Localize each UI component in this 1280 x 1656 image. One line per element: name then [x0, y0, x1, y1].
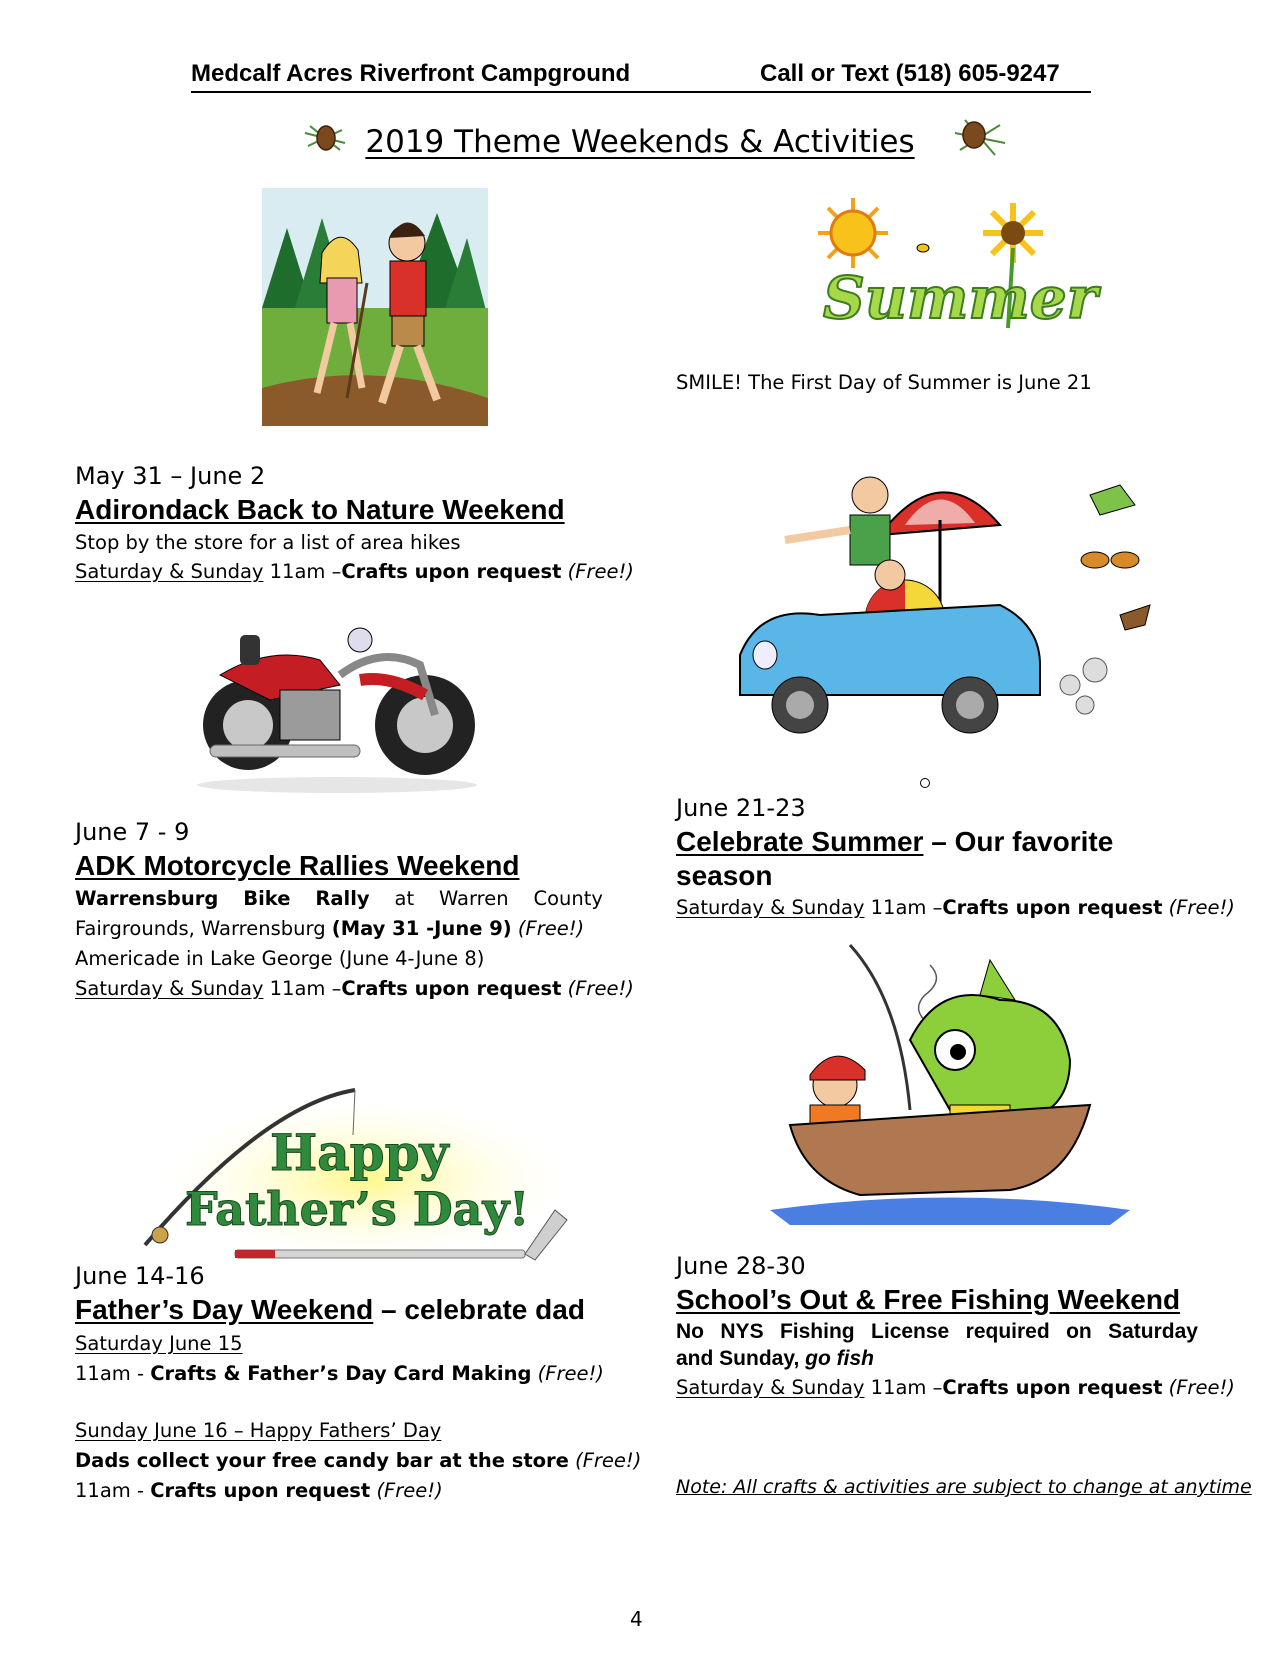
event-schedule: Saturday & Sunday 11am –Crafts upon request (Free!) — [75, 977, 634, 1000]
event-description: No NYS Fishing License required on Saturday — [676, 1320, 1198, 1343]
event-schedule: Saturday & Sunday 11am –Crafts upon request (Free!) — [75, 560, 634, 583]
event-schedule: Saturday & Sunday 11am –Crafts upon request (Free!) — [676, 1376, 1235, 1399]
event-description: Americade in Lake George (June 4-June 8) — [75, 947, 485, 970]
event-description: Dads collect your free candy bar at the store (Free!) — [75, 1449, 642, 1472]
beach-car-illustration — [740, 455, 1170, 785]
phone-number: Call or Text (518) 605-9247 — [760, 60, 1060, 87]
campground-name: Medcalf Acres Riverfront Campground — [191, 60, 631, 87]
event-schedule: 11am - Crafts & Father’s Day Card Making (Free!) — [75, 1362, 604, 1385]
event-date: June 28-30 — [676, 1252, 806, 1280]
summer-illustration — [808, 188, 1098, 338]
fathers-day-illustration — [115, 1085, 565, 1270]
event-date: June 14-16 — [75, 1262, 205, 1290]
event-title: Adirondack Back to Nature Weekend — [75, 494, 565, 525]
event-description: Fairgrounds, Warrensburg (May 31 -June 9) (Free!) — [75, 917, 585, 940]
event-day-heading: Saturday June 15 — [75, 1332, 243, 1355]
event-schedule: Saturday & Sunday 11am –Crafts upon request (Free!) — [676, 896, 1235, 919]
hikers-illustration — [262, 188, 488, 426]
event-title: Celebrate Summer – Our favorite — [676, 826, 1114, 857]
page-title: 2019 Theme Weekends & Activities — [365, 124, 915, 160]
event-description: Warrensburg Bike Rally at Warren County — [75, 887, 603, 910]
event-title: School’s Out & Free Fishing Weekend — [676, 1284, 1181, 1315]
event-schedule: 11am - Crafts upon request (Free!) — [75, 1479, 443, 1502]
event-title: ADK Motorcycle Rallies Weekend — [75, 850, 520, 881]
small-circle-mark — [918, 776, 932, 790]
summer-word: Summer — [823, 264, 1098, 332]
fishing-illustration — [770, 940, 1130, 1240]
header-rule — [191, 91, 1091, 93]
event-day-heading: Sunday June 16 – Happy Fathers’ Day — [75, 1419, 442, 1442]
motorcycle-illustration — [190, 605, 485, 795]
summer-note: SMILE! The First Day of Summer is June 21 — [676, 371, 1092, 394]
happy-word: Happy — [270, 1123, 449, 1182]
event-date: June 21-23 — [676, 794, 806, 822]
event-description: Stop by the store for a list of area hikes — [75, 531, 461, 554]
event-title: Father’s Day Weekend – celebrate dad — [75, 1294, 585, 1325]
footer-note: Note: All crafts & activities are subject to change at anytime — [676, 1476, 1252, 1498]
event-date: June 7 - 9 — [75, 818, 190, 846]
event-description: and Sunday, go fish — [676, 1347, 874, 1370]
page-number: 4 — [630, 1607, 643, 1631]
event-title-line2: season — [676, 860, 773, 891]
fathers-day-word: Father’s Day! — [185, 1182, 530, 1236]
event-date: May 31 – June 2 — [75, 462, 266, 490]
